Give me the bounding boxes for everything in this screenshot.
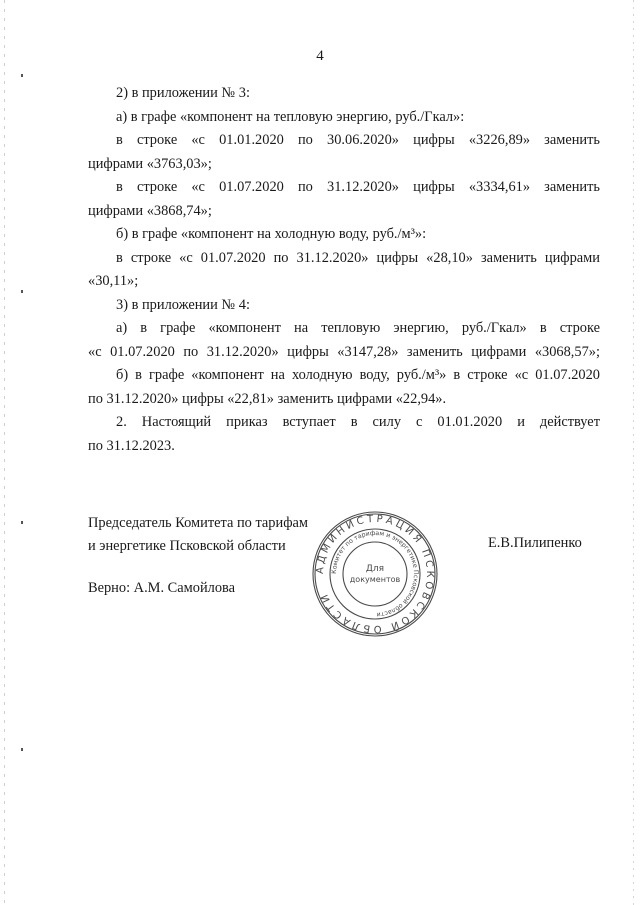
scan-edge-left [4,0,5,905]
svg-text:Комитет по тарифам и энергетик: Комитет по тарифам и энергетике Псковской области [330,529,420,619]
paragraph-line: по 31.12.2020» цифры «22,81» заменить цифрами «22,94». [88,390,447,407]
svg-text:АДМИНИСТРАЦИЯ ПСКОВСКОЙ ОБЛАСТ: АДМИНИСТРАЦИЯ ПСКОВСКОЙ ОБЛАСТИ [314,513,436,635]
scan-edge-right [633,0,634,905]
paragraph-line: в строке «с 01.07.2020 по 31.12.2020» цифры «28,10» заменить цифрами [116,249,600,266]
hole-mark [21,748,23,751]
paragraph-line: «с 01.07.2020 по 31.12.2020» цифры «3147,28» заменить цифрами «3068,57»; [88,343,600,360]
paragraph-line: 2. Настоящий приказ вступает в силу с 01.01.2020 и действует [116,414,600,430]
certified-copy-note: Верно: А.М. Самойлова [88,580,236,596]
paragraph-line: б) в графе «компонент на холодную воду, руб./м³»: [116,226,427,242]
paragraph-line: 2) в приложении № 3: [116,85,250,101]
paragraph-line: по 31.12.2023. [88,437,175,454]
signatory-name: Е.В.Пилипенко [488,535,582,551]
hole-mark [21,521,23,524]
hole-mark [21,290,23,293]
signatory-title-line: Председатель Комитета по тарифам [88,515,309,531]
official-seal [311,510,439,638]
svg-text:Для: Для [365,564,385,574]
paragraph-line: цифрами «3868,74»; [88,202,212,219]
signatory-title-line: и энергетике Псковской области [88,538,286,554]
paragraph-line: в строке «с 01.07.2020 по 31.12.2020» цифры «3334,61» заменить [116,179,600,195]
signatory-title [88,512,308,558]
paragraph-line: а) в графе «компонент на тепловую энергию, руб./Гкал»: [116,108,465,125]
hole-mark [21,74,23,77]
paragraph-line: в строке «с 01.01.2020 по 30.06.2020» цифры «3226,89» заменить [116,132,600,148]
paragraph-line: 3) в приложении № 4: [116,296,250,313]
paragraph-line: а) в графе «компонент на тепловую энергию, руб./Гкал» в строке [116,320,600,336]
paragraph-line: «30,11»; [88,273,139,289]
paragraph-line: цифрами «3763,03»; [88,155,212,172]
page-number: 4 [316,48,324,64]
paragraph-line: б) в графе «компонент на холодную воду, руб./м³» в строке «с 01.07.2020 [116,367,600,383]
svg-text:документов: документов [349,575,401,584]
document-body [88,82,600,458]
